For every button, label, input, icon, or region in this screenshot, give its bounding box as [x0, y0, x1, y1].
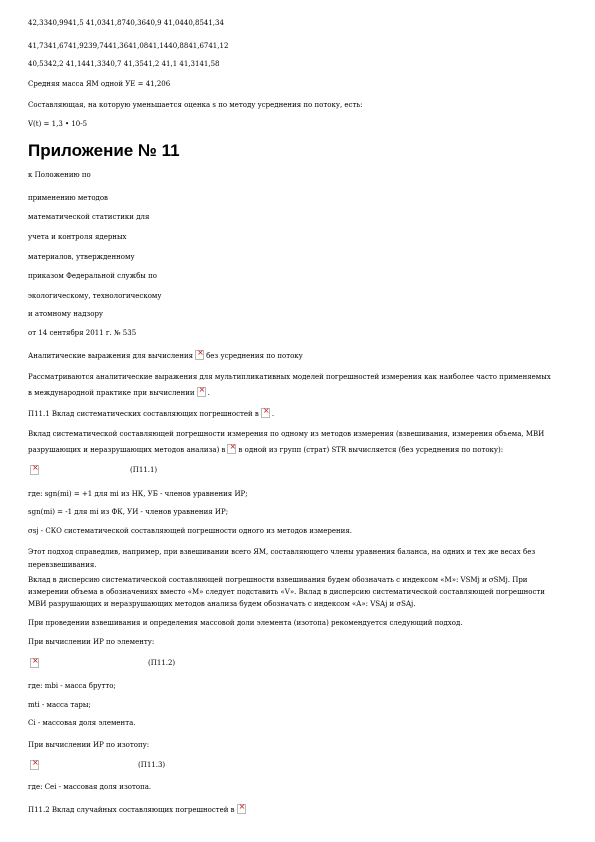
- approval-line-8: и атомному надзору: [28, 310, 104, 318]
- broken-image-icon: [197, 387, 206, 397]
- section-11-1: П11.1 Вклад систематических составляющих погрешностей в× .: [28, 408, 568, 419]
- equation-number: (П11.1): [130, 466, 158, 474]
- where-line-1: где: sgn(mi) = +1 для mi из НК, УБ - членов уравнения ИР;: [28, 490, 248, 498]
- approval-line-7: экологическому, технологическому: [28, 292, 162, 300]
- analytic-heading: [28, 350, 568, 361]
- data-row-3: 40,5342,2 41,1441,3340,7 41,3541,2 41,1 41,3141,58: [28, 60, 220, 68]
- contribution-text-1: Вклад систематической составляющей погрешности измерения по одному из методов измерения (взвешивания, измерения объема, МВИ: [28, 430, 545, 438]
- contribution-text-2a: разрушающих и неразрушающих методов анализа) в: [28, 446, 226, 454]
- consider-text-2-label: в международной практике при вычислении: [28, 389, 195, 397]
- consider-text-2: в международной практике при вычислении× .: [28, 387, 568, 398]
- approval-line-3: математической статистики для: [28, 213, 150, 221]
- where-line-2: sgn(mi) = -1 для mi из ФК, УИ - членов уравнения ИР;: [28, 508, 229, 516]
- approval-line-9: от 14 сентября 2011 г. № 535: [28, 329, 137, 337]
- approach-text-1: Этот подход справедлив, например, при взвешивании всего ЯМ, составляющего члены уравнения баланса, на одних и тех же весах без: [28, 548, 536, 556]
- analytic-heading-tail: без усреднения по потоку: [206, 352, 303, 360]
- equation-11-1: [28, 465, 568, 479]
- approach-text-2: перевзвешивания.: [28, 561, 97, 569]
- notation-text-1: Вклад в дисперсию систематической составляющей погрешности взвешивания будем обозначать с индексом «M»: VSMj и σSMj. При: [28, 576, 528, 584]
- consider-text-1: Рассматриваются аналитические выражения для мультипликативных моделей погрешностей измерения как наиболее часто применяемых: [28, 373, 551, 381]
- analytic-heading-text: Аналитические выражения для вычисления: [28, 352, 194, 360]
- page-title: Приложение № 11: [28, 141, 180, 160]
- where-ci: Ci - массовая доля элемента.: [28, 719, 136, 727]
- equation-11-3: [28, 760, 568, 774]
- broken-image-icon: [227, 444, 236, 454]
- equation-number: (П11.3): [138, 761, 166, 769]
- approval-line-4: учета и контроля ядерных: [28, 233, 127, 241]
- by-isotope-text: При вычислении ИР по изотопу:: [28, 741, 150, 749]
- by-element-text: При вычислении ИР по элементу:: [28, 638, 155, 646]
- section-11-2: [28, 804, 568, 815]
- contribution-text-2b: в одной из групп (страт) STR вычисляется (без усреднения по потоку):: [238, 446, 504, 454]
- notation-text-2: измерении объема в обозначениях вместо «M» следует подставить «V». Вклад в дисперсию систематической составляющей погрешности: [28, 588, 545, 596]
- broken-image-icon: [261, 408, 270, 418]
- average-mass-line: Средняя масса ЯМ одной УЕ = 41,206: [28, 80, 171, 88]
- equation-11-2: [28, 658, 568, 672]
- where-line-3: σsj - СКО систематической составляющей погрешности одного из методов измерения.: [28, 527, 352, 535]
- contribution-text-2: [28, 444, 568, 455]
- broken-image-icon: [195, 350, 204, 360]
- approval-line-1: к Положению по: [28, 171, 91, 179]
- equation-number: (П11.2): [148, 659, 176, 667]
- recommend-text: При проведении взвешивания и определения массовой доли элемента (изотопа) рекомендуется следующий подход.: [28, 619, 463, 627]
- approval-line-6: приказом Федеральной службы по: [28, 272, 157, 280]
- section-11-2-text: П11.2 Вклад случайных составляющих погрешностей в: [28, 806, 235, 814]
- approval-line-2: применению методов: [28, 194, 108, 202]
- data-row-1: 42,3340,9941,5 41,0341,8740,3640,9 41,0440,8541,34: [28, 19, 224, 27]
- broken-image-icon: [30, 658, 39, 668]
- broken-image-icon: [237, 804, 246, 814]
- section-11-1-text: П11.1 Вклад систематических составляющих погрешностей в: [28, 410, 259, 418]
- where-tare: mti - масса тары;: [28, 701, 91, 709]
- data-row-2: 41,7341,6741,9239,7441,3641,0841,1440,8841,6741,12: [28, 42, 229, 50]
- variance-value: V(t) = 1,3 • 10-5: [28, 120, 88, 128]
- where-gross: где: mbi - масса брутто;: [28, 682, 116, 690]
- broken-image-icon: [30, 760, 39, 770]
- notation-text-3: МВИ разрушающих и неразрушающих методов анализа будем обозначать с индексом «A»: VSAj и σSAj.: [28, 600, 416, 608]
- broken-image-icon: [30, 465, 39, 475]
- where-cei: где: Cei - массовая доля изотопа.: [28, 783, 152, 791]
- approval-line-5: материалов, утвержденному: [28, 253, 135, 261]
- component-text: Составляющая, на которую уменьшается оценка s по методу усреднения по потоку, есть:: [28, 101, 363, 109]
